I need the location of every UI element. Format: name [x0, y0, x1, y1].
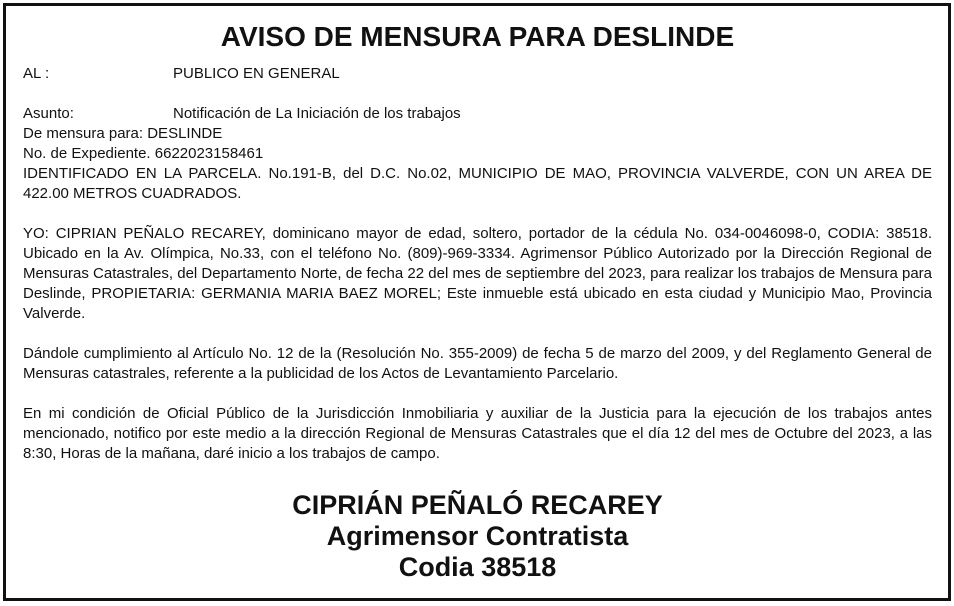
notification-paragraph: En mi condición de Oficial Público de la Jurisdicción Inmobiliaria y auxiliar de la Justicia para la ejecución de los trabajos antes mencionado, notifico por este medio a la dirección Regional de Mensuras Catastrales que el día 12 del mes de Octubre del 2023, a las 8:30, Horas de la mañana, daré inicio a los trabajos de campo.: [23, 405, 932, 462]
mensura-line: De mensura para: DESLINDE: [23, 125, 223, 142]
recipient-label: AL :: [23, 65, 50, 82]
notice-border: [3, 3, 951, 601]
spacer: [23, 204, 932, 224]
spacer: [23, 384, 932, 404]
notice-title: AVISO DE MENSURA PARA DESLINDE: [220, 21, 735, 52]
recipient-row: [23, 64, 932, 84]
spacer: [23, 84, 932, 104]
subject-value: Notificación de La Iniciación de los trabajos: [173, 105, 461, 122]
notice-content: [23, 20, 932, 583]
signature-block: [23, 490, 932, 583]
subject-row: [23, 104, 932, 124]
signature-name: CIPRIÁN PEÑALÓ RECAREY: [292, 490, 663, 520]
signature-role: Agrimensor Contratista: [326, 521, 629, 551]
spacer: [23, 324, 932, 344]
expediente-line: No. de Expediente. 6622023158461: [23, 145, 264, 162]
compliance-paragraph: Dándole cumplimiento al Artículo No. 12 de la (Resolución No. 355-2009) de fecha 5 de marzo del 2009, y del Reglamento General de Mensuras catastrales, referente a la publicidad de los Actos de Levantamiento Parcelario.: [23, 345, 932, 382]
declarant-paragraph: YO: CIPRIAN PEÑALO RECAREY, dominicano mayor de edad, soltero, portador de la cédula No. 034-0046098-0, CODIA: 38518. Ubicado en la Av. Olímpica, No.33, con el teléfono No. (809)-969-3334. Agrimensor Público Autorizado por la Dirección Regional de Mensuras Catastrales, del Departamento Norte, de fecha 22 del mes de septiembre del 2023, para realizar los trabajos de Mensura para Deslinde, PROPIETARIA: GERMANIA MARIA BAEZ MOREL; Este inmueble está ubicado en esta ciudad y Municipio Mao, Provincia Valverde.: [23, 225, 932, 322]
parcela-paragraph: IDENTIFICADO EN LA PARCELA. No.191-B, del D.C. No.02, MUNICIPIO DE MAO, PROVINCIA VALVERDE, CON UN AREA DE 422.00 METROS CUADRADOS.: [23, 165, 932, 202]
subject-label: Asunto:: [23, 105, 74, 122]
recipient-value: PUBLICO EN GENERAL: [173, 65, 340, 82]
signature-codia: Codia 38518: [398, 552, 557, 582]
